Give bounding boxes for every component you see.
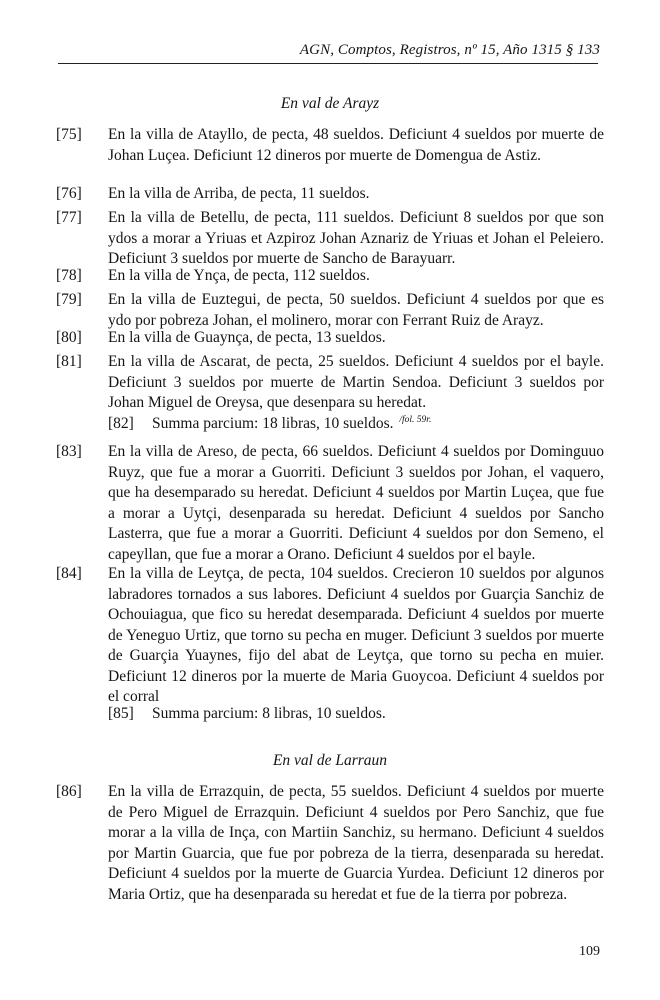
entry-80 (56, 328, 604, 349)
entry-text: En la villa de Guaynça, de pecta, 13 sueldos. (108, 329, 386, 346)
entry-number: [83] (56, 443, 82, 460)
entry-78 (56, 266, 604, 287)
entry-text: En la villa de Atayllo, de pecta, 48 sueldos. Deficiunt 4 sueldos por muerte de Johan Luçea. Deficiunt 12 dineros por muerte de Domengua de Astiz. (108, 126, 604, 164)
folio-marker: /fol. 59r. (399, 415, 432, 425)
entry-text: En la villa de Ynça, de pecta, 112 sueldos. (108, 267, 370, 284)
entry-number: [85] (108, 705, 134, 722)
page-number: 109 (579, 944, 600, 959)
entry-76 (56, 184, 604, 205)
entry-82-summa (108, 410, 431, 435)
entry-number: [86] (56, 783, 82, 800)
entry-number: [77] (56, 209, 82, 226)
entry-83 (56, 442, 604, 565)
entry-77 (56, 208, 604, 270)
summa-text: Summa parcium: 8 libras, 10 sueldos. (152, 705, 386, 722)
entry-81 (56, 352, 604, 414)
entry-86 (56, 782, 604, 905)
entry-85-summa (108, 704, 386, 725)
entry-number: [80] (56, 329, 82, 346)
entry-79 (56, 290, 604, 331)
section-title-arayz: En val de Arayz (280, 95, 380, 112)
header-rule (58, 63, 598, 64)
entry-text: En la villa de Errazquin, de pecta, 55 sueldos. Deficiunt 4 sueldos por muerte de Pero Miguel de Errazquin. Deficiunt 4 sueldos por Pero Sanchiz, que fue morar a la villa de Inça, con Martiin Sanchiz, su hermano. Deficiunt 4 sueldos por Martin Guarcia, que fue por pobreza de la tierra, desenparada su heredat. Deficiunt 4 sueldos por la muerte de Guarcia Yurdea. Deficiunt 12 dineros por Maria Ortiz, que ha desenparada su heredat et fue de la tierra por pobreza. (108, 783, 604, 903)
entry-number: [81] (56, 353, 82, 370)
entry-text: En la villa de Euztegui, de pecta, 50 sueldos. Deficiunt 4 sueldos por que es ydo por pobreza Johan, el molinero, morar con Ferrant Ruiz de Arayz. (108, 291, 604, 329)
entry-text: En la villa de Betellu, de pecta, 111 sueldos. Deficiunt 8 sueldos por que son ydos a morar a Yriuas et Azpiroz Johan Aznariz de Yriuas et Johan el Peleiero. Deficiunt 3 sueldos por muerte de Sancho de Barayuarr. (108, 209, 604, 267)
entry-number: [82] (108, 415, 134, 432)
entry-number: [79] (56, 291, 82, 308)
entry-text: En la villa de Arriba, de pecta, 11 sueldos. (108, 185, 370, 202)
entry-84 (56, 564, 604, 708)
entry-75 (56, 125, 604, 166)
section-title-larraun: En val de Larraun (272, 752, 388, 769)
entry-text: En la villa de Leytça, de pecta, 104 sueldos. Crecieron 10 sueldos por algunos labradores tornados a sus labores. Deficiunt 4 sueldos por Guarçia Sanchiz de Ochouiagua, que fico su heredat desemparada. Deficiunt 4 sueldos por muerte de Yeneguo Urtiz, que torno su pecha en muger. Deficiunt 3 sueldos por muerte de Guarçia Yuaynes, fijo del abat de Leytça, que torno su pecha en muier. Deficiunt 12 dineros por la muerte de Maria Guoycoa. Deficiunt 4 sueldos por el corral (108, 565, 604, 705)
entry-number: [84] (56, 565, 82, 582)
entry-number: [75] (56, 126, 82, 143)
entry-text: En la villa de Areso, de pecta, 66 sueldos. Deficiunt 4 sueldos por Dominguuo Ruyz, que fue a morar a Guorriti. Deficiunt 3 sueldos por Johan, el vaquero, que ha desemparado su heredat. Deficiunt 4 sueldos por Martin Luçea, que fue a morar a Uytçi, desenparada su heredat. Deficiunt 4 sueldos por Sancho Lasterra, que fue a morar a Guorriti. Deficiunt 4 sueldos por don Semeno, el capeyllan, que fue a morar a Orano. Deficiunt 4 sueldos por el bayle. (108, 443, 604, 563)
entry-text: En la villa de Ascarat, de pecta, 25 sueldos. Deficiunt 4 sueldos por el bayle. Deficiunt 3 sueldos por muerte de Martin Sendoa. Deficiunt 3 sueldos por Johan Miguel de Oreysa, que desenpara su heredat. (108, 353, 604, 411)
summa-text: Summa parcium: 18 libras, 10 sueldos. (152, 415, 394, 432)
running-header: AGN, Comptos, Registros, nº 15, Año 1315 § 133 (299, 42, 600, 58)
entry-number: [76] (56, 185, 82, 202)
entry-number: [78] (56, 267, 82, 284)
